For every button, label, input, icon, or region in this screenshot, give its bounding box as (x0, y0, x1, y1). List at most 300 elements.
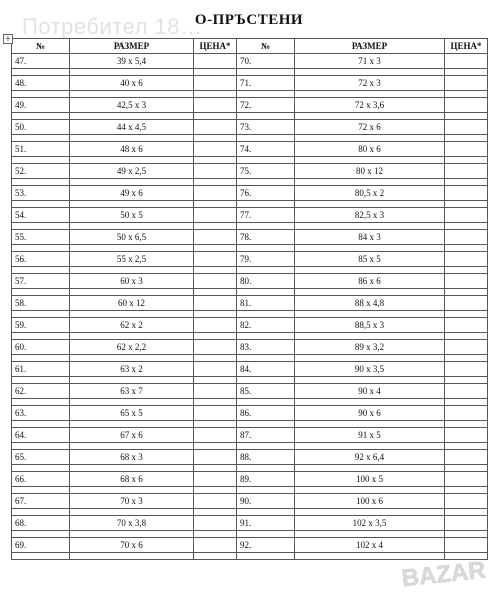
row-number-right: 86. (237, 406, 295, 421)
spacer-cell (445, 377, 488, 384)
table-spacer-row (12, 135, 488, 142)
spacer-cell (12, 135, 70, 142)
row-price-left (194, 76, 237, 91)
spacer-cell (70, 245, 194, 252)
row-number-left: 67. (12, 494, 70, 509)
spacer-cell (237, 289, 295, 296)
row-size-right: 92 x 6,4 (295, 450, 445, 465)
spacer-cell (445, 509, 488, 516)
row-price-left (194, 54, 237, 69)
row-number-left: 55. (12, 230, 70, 245)
spacer-cell (237, 311, 295, 318)
spacer-cell (237, 465, 295, 472)
spacer-cell (295, 487, 445, 494)
spacer-cell (70, 487, 194, 494)
spacer-cell (194, 135, 237, 142)
spacer-cell (445, 531, 488, 538)
spacer-cell (70, 157, 194, 164)
header-size-right: РАЗМЕР (295, 39, 445, 54)
row-price-right (445, 340, 488, 355)
table-spacer-row (12, 509, 488, 516)
spacer-cell (70, 443, 194, 450)
row-price-right (445, 208, 488, 223)
spacer-cell (12, 399, 70, 406)
spacer-cell (12, 443, 70, 450)
row-number-left: 61. (12, 362, 70, 377)
row-size-left: 63 x 2 (70, 362, 194, 377)
spacer-cell (445, 399, 488, 406)
row-price-left (194, 428, 237, 443)
spacer-cell (70, 201, 194, 208)
row-price-right (445, 230, 488, 245)
spacer-cell (295, 179, 445, 186)
spacer-cell (70, 223, 194, 230)
row-price-right (445, 450, 488, 465)
spacer-cell (12, 179, 70, 186)
spacer-cell (237, 135, 295, 142)
spacer-cell (12, 465, 70, 472)
row-number-right: 80. (237, 274, 295, 289)
row-price-right (445, 296, 488, 311)
spacer-cell (295, 69, 445, 76)
row-number-left: 57. (12, 274, 70, 289)
row-size-right: 102 x 3,5 (295, 516, 445, 531)
spacer-cell (70, 179, 194, 186)
row-number-left: 66. (12, 472, 70, 487)
row-number-left: 69. (12, 538, 70, 553)
row-size-left: 44 x 4,5 (70, 120, 194, 135)
spacer-cell (194, 223, 237, 230)
table-spacer-row (12, 245, 488, 252)
row-size-left: 63 x 7 (70, 384, 194, 399)
watermark-text: Потребител 18… (22, 14, 203, 39)
spacer-cell (445, 223, 488, 230)
table-spacer-row (12, 355, 488, 362)
row-number-right: 78. (237, 230, 295, 245)
row-number-right: 77. (237, 208, 295, 223)
spacer-cell (237, 531, 295, 538)
row-size-right: 72 x 3 (295, 76, 445, 91)
spacer-cell (295, 509, 445, 516)
row-size-left: 48 x 6 (70, 142, 194, 157)
row-number-right: 85. (237, 384, 295, 399)
row-size-right: 89 x 3,2 (295, 340, 445, 355)
table-row (12, 164, 488, 179)
spacer-cell (237, 223, 295, 230)
spacer-cell (194, 509, 237, 516)
spacer-cell (194, 91, 237, 98)
table-spacer-row (12, 487, 488, 494)
spacer-cell (445, 135, 488, 142)
row-price-left (194, 384, 237, 399)
spacer-cell (194, 377, 237, 384)
spacer-cell (194, 465, 237, 472)
row-size-right: 90 x 6 (295, 406, 445, 421)
table-spacer-row (12, 399, 488, 406)
table-row (12, 384, 488, 399)
row-number-left: 62. (12, 384, 70, 399)
spacer-cell (445, 91, 488, 98)
row-number-left: 52. (12, 164, 70, 179)
row-price-right (445, 406, 488, 421)
row-size-right: 88,5 x 3 (295, 318, 445, 333)
spacer-cell (12, 289, 70, 296)
row-size-left: 65 x 5 (70, 406, 194, 421)
row-size-right: 72 x 3,6 (295, 98, 445, 113)
spacer-cell (70, 91, 194, 98)
spacer-cell (445, 333, 488, 340)
row-price-left (194, 296, 237, 311)
spacer-cell (194, 421, 237, 428)
table-row (12, 450, 488, 465)
row-price-left (194, 406, 237, 421)
table-spacer-row (12, 443, 488, 450)
row-size-left: 40 x 6 (70, 76, 194, 91)
row-size-left: 68 x 3 (70, 450, 194, 465)
spacer-cell (12, 201, 70, 208)
row-price-left (194, 494, 237, 509)
spacer-cell (70, 311, 194, 318)
row-price-right (445, 472, 488, 487)
row-price-right (445, 54, 488, 69)
row-price-right (445, 494, 488, 509)
spacer-cell (70, 377, 194, 384)
spacer-cell (445, 421, 488, 428)
table-row (12, 296, 488, 311)
spacer-cell (70, 421, 194, 428)
spacer-cell (194, 487, 237, 494)
spacer-cell (12, 69, 70, 76)
row-number-right: 83. (237, 340, 295, 355)
spacer-cell (194, 355, 237, 362)
header-price-left: ЦЕНА* (194, 39, 237, 54)
row-price-right (445, 164, 488, 179)
spacer-cell (12, 553, 70, 560)
table-spacer-row (12, 333, 488, 340)
spacer-cell (70, 399, 194, 406)
row-size-right: 100 x 6 (295, 494, 445, 509)
bazar-logo (394, 552, 494, 596)
price-table (11, 38, 488, 560)
row-price-left (194, 450, 237, 465)
spacer-cell (445, 245, 488, 252)
row-size-left: 60 x 12 (70, 296, 194, 311)
spacer-cell (237, 267, 295, 274)
row-price-right (445, 142, 488, 157)
spacer-cell (70, 333, 194, 340)
row-size-left: 50 x 6,5 (70, 230, 194, 245)
row-price-right (445, 252, 488, 267)
spacer-cell (194, 157, 237, 164)
table-spacer-row (12, 421, 488, 428)
table-row (12, 516, 488, 531)
row-number-right: 82. (237, 318, 295, 333)
row-size-right: 90 x 3,5 (295, 362, 445, 377)
spacer-cell (194, 311, 237, 318)
row-price-left (194, 164, 237, 179)
spacer-cell (445, 69, 488, 76)
row-price-left (194, 362, 237, 377)
row-size-right: 71 x 3 (295, 54, 445, 69)
spacer-cell (70, 531, 194, 538)
row-number-left: 59. (12, 318, 70, 333)
spacer-cell (445, 465, 488, 472)
header-number-left: № (12, 39, 70, 54)
row-size-left: 42,5 x 3 (70, 98, 194, 113)
row-size-right: 82,5 x 3 (295, 208, 445, 223)
table-spacer-row (12, 311, 488, 318)
row-size-right: 88 x 4,8 (295, 296, 445, 311)
row-size-right: 80 x 6 (295, 142, 445, 157)
row-size-right: 85 x 5 (295, 252, 445, 267)
spacer-cell (445, 443, 488, 450)
spacer-cell (194, 443, 237, 450)
spacer-cell (445, 289, 488, 296)
table-row (12, 472, 488, 487)
row-size-left: 68 x 6 (70, 472, 194, 487)
row-size-left: 67 x 6 (70, 428, 194, 443)
spacer-cell (295, 267, 445, 274)
spacer-cell (295, 465, 445, 472)
spacer-cell (12, 267, 70, 274)
row-size-right: 84 x 3 (295, 230, 445, 245)
table-row (12, 230, 488, 245)
table-row (12, 538, 488, 553)
row-size-right: 91 x 5 (295, 428, 445, 443)
row-number-left: 65. (12, 450, 70, 465)
row-number-right: 75. (237, 164, 295, 179)
row-number-left: 51. (12, 142, 70, 157)
row-number-left: 49. (12, 98, 70, 113)
row-price-right (445, 318, 488, 333)
spacer-cell (237, 69, 295, 76)
spacer-cell (12, 355, 70, 362)
table-spacer-row (12, 223, 488, 230)
row-number-right: 76. (237, 186, 295, 201)
table-row (12, 406, 488, 421)
spacer-cell (237, 443, 295, 450)
row-number-left: 48. (12, 76, 70, 91)
spacer-cell (237, 487, 295, 494)
spacer-cell (194, 399, 237, 406)
row-price-right (445, 362, 488, 377)
spacer-cell (12, 509, 70, 516)
row-price-left (194, 472, 237, 487)
spacer-cell (295, 113, 445, 120)
row-size-left: 70 x 3 (70, 494, 194, 509)
row-size-right: 90 x 4 (295, 384, 445, 399)
row-size-left: 39 x 5,4 (70, 54, 194, 69)
table-row (12, 76, 488, 91)
table-row (12, 274, 488, 289)
row-number-right: 71. (237, 76, 295, 91)
spacer-cell (237, 91, 295, 98)
row-size-right: 80 x 12 (295, 164, 445, 179)
row-price-right (445, 384, 488, 399)
row-price-right (445, 516, 488, 531)
spacer-cell (295, 531, 445, 538)
row-number-left: 68. (12, 516, 70, 531)
row-number-left: 54. (12, 208, 70, 223)
row-size-left: 70 x 3,8 (70, 516, 194, 531)
spacer-cell (445, 179, 488, 186)
spacer-cell (237, 333, 295, 340)
table-header-row (12, 39, 488, 54)
row-price-left (194, 516, 237, 531)
row-number-left: 47. (12, 54, 70, 69)
spacer-cell (445, 267, 488, 274)
header-number-right: № (237, 39, 295, 54)
row-number-right: 91. (237, 516, 295, 531)
row-number-right: 90. (237, 494, 295, 509)
spacer-cell (295, 377, 445, 384)
spacer-cell (70, 69, 194, 76)
row-price-left (194, 340, 237, 355)
row-number-right: 89. (237, 472, 295, 487)
spacer-cell (194, 179, 237, 186)
header-size-left: РАЗМЕР (70, 39, 194, 54)
row-number-right: 88. (237, 450, 295, 465)
row-number-right: 81. (237, 296, 295, 311)
spacer-cell (12, 487, 70, 494)
table-row (12, 142, 488, 157)
table-spacer-row (12, 201, 488, 208)
spacer-cell (295, 421, 445, 428)
table-spacer-row (12, 531, 488, 538)
row-number-right: 70. (237, 54, 295, 69)
spacer-cell (237, 399, 295, 406)
row-size-left: 60 x 3 (70, 274, 194, 289)
spacer-cell (237, 245, 295, 252)
spacer-cell (237, 509, 295, 516)
row-price-right (445, 538, 488, 553)
row-number-right: 72. (237, 98, 295, 113)
row-price-right (445, 428, 488, 443)
row-size-left: 50 x 5 (70, 208, 194, 223)
spacer-cell (237, 157, 295, 164)
row-price-left (194, 318, 237, 333)
spacer-cell (445, 113, 488, 120)
spacer-cell (237, 113, 295, 120)
row-price-right (445, 274, 488, 289)
svg-text:BAZAR: BAZAR (400, 556, 487, 593)
table-row (12, 494, 488, 509)
row-size-left: 55 x 2,5 (70, 252, 194, 267)
spacer-cell (237, 179, 295, 186)
spacer-cell (70, 355, 194, 362)
row-price-left (194, 208, 237, 223)
row-number-left: 50. (12, 120, 70, 135)
table-row (12, 208, 488, 223)
row-size-right: 72 x 6 (295, 120, 445, 135)
table-row (12, 186, 488, 201)
row-number-left: 56. (12, 252, 70, 267)
table-row (12, 340, 488, 355)
row-number-left: 53. (12, 186, 70, 201)
table-row (12, 120, 488, 135)
page-title: О-ПРЪСТЕНИ (194, 12, 304, 28)
spacer-cell (295, 157, 445, 164)
spacer-cell (12, 531, 70, 538)
table-row (12, 98, 488, 113)
spacer-cell (295, 223, 445, 230)
spacer-cell (295, 355, 445, 362)
spacer-cell (445, 311, 488, 318)
row-price-right (445, 186, 488, 201)
table-row (12, 54, 488, 69)
spacer-cell (12, 377, 70, 384)
row-number-right: 84. (237, 362, 295, 377)
spacer-cell (194, 69, 237, 76)
row-number-left: 60. (12, 340, 70, 355)
table-spacer-row (12, 465, 488, 472)
table-spacer-row (12, 179, 488, 186)
row-price-left (194, 230, 237, 245)
spacer-cell (445, 201, 488, 208)
row-number-right: 73. (237, 120, 295, 135)
row-number-right: 74. (237, 142, 295, 157)
spacer-cell (445, 487, 488, 494)
row-price-right (445, 120, 488, 135)
spacer-cell (237, 377, 295, 384)
spacer-cell (194, 531, 237, 538)
table-spacer-row (12, 267, 488, 274)
spacer-cell (295, 399, 445, 406)
spacer-cell (70, 509, 194, 516)
spacer-cell (70, 135, 194, 142)
row-price-left (194, 98, 237, 113)
spacer-cell (295, 245, 445, 252)
spacer-cell (12, 157, 70, 164)
table-spacer-row (12, 377, 488, 384)
row-size-left: 62 x 2 (70, 318, 194, 333)
row-price-left (194, 120, 237, 135)
row-price-left (194, 142, 237, 157)
spacer-cell (194, 553, 237, 560)
row-number-left: 63. (12, 406, 70, 421)
table-spacer-row (12, 69, 488, 76)
spacer-cell (295, 91, 445, 98)
spacer-cell (12, 245, 70, 252)
spacer-cell (12, 311, 70, 318)
spacer-cell (70, 113, 194, 120)
table-spacer-row (12, 289, 488, 296)
header-price-right: ЦЕНА* (445, 39, 488, 54)
spacer-cell (194, 289, 237, 296)
table-move-handle-icon[interactable]: + (4, 34, 12, 43)
row-size-left: 49 x 6 (70, 186, 194, 201)
row-number-right: 92. (237, 538, 295, 553)
spacer-cell (70, 465, 194, 472)
spacer-cell (12, 421, 70, 428)
spacer-cell (295, 289, 445, 296)
spacer-cell (12, 223, 70, 230)
row-size-left: 49 x 2,5 (70, 164, 194, 179)
spacer-cell (12, 333, 70, 340)
row-size-left: 62 x 2,2 (70, 340, 194, 355)
spacer-cell (70, 267, 194, 274)
spacer-cell (295, 333, 445, 340)
spacer-cell (445, 157, 488, 164)
table-row (12, 252, 488, 267)
spacer-cell (70, 553, 194, 560)
spacer-cell (445, 355, 488, 362)
row-price-right (445, 98, 488, 113)
row-price-left (194, 186, 237, 201)
spacer-cell (70, 289, 194, 296)
spacer-cell (237, 421, 295, 428)
spacer-cell (194, 267, 237, 274)
